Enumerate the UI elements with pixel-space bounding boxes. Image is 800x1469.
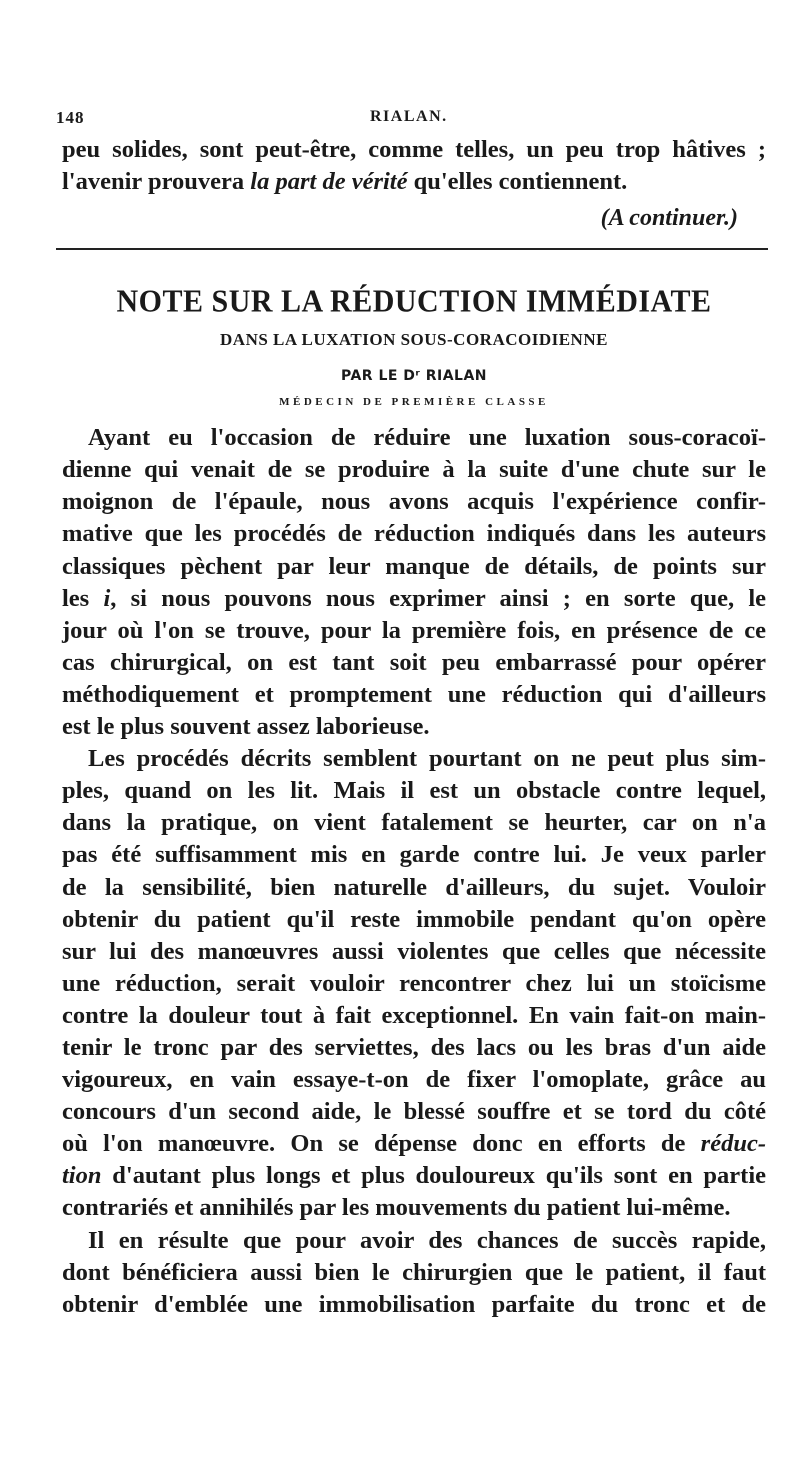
text-line: obtenir du patient qu'il reste immobile pendant qu'on opère [62,905,766,933]
text-line: pas été suffisamment mis en garde contre lui. Je veux parler [62,841,766,869]
italic-run: tion [62,1162,102,1190]
text-line: dienne qui venait de se produire à la suite d'une chute sur le [62,456,766,484]
text-line: concours d'un second aide, le blessé souffre et se tord du côté [62,1098,766,1126]
text-line: contre la douleur tout à fait exceptionnel. En vain fait-on main- [62,1001,766,1029]
text-line [62,1160,766,1192]
text-line: peu solides, sont peut-être, comme telles, un peu trop hâtives ; [62,136,766,163]
text-run: , si nous pouvons nous exprimer ainsi ; en sorte que, le [110,584,766,612]
text-line: jour où l'on se trouve, pour la première fois, en présence de ce [62,616,766,644]
text-run: l'avenir prouvera [62,168,251,196]
text-run: les [62,584,104,612]
text-line [62,166,766,198]
author-affiliation: MÉDECIN DE PREMIÈRE CLASSE [279,396,549,409]
running-head [56,108,766,134]
page [56,108,766,1321]
text-line: ples, quand on les lit. Mais il est un obstacle contre lequel, [62,777,766,805]
running-head-author: RIALAN. [370,108,448,125]
text-line: classiques pèchent par leur manque de détails, de points sur [62,552,766,580]
text-line: est le plus souvent assez laborieuse. [62,713,430,741]
page-number: 148 [56,108,85,127]
text-line: Ayant eu l'occasion de réduire une luxation sous-coracoï- [88,424,766,452]
italic-run: réduc- [700,1130,766,1158]
text-line: de la sensibilité, bien naturelle d'ailleurs, du sujet. Vouloir [62,873,766,901]
text-line [62,1128,766,1160]
article-subtitle: DANS LA LUXATION SOUS-CORACOIDIENNE [220,330,608,350]
text-line: mative que les procédés de réduction indiqués dans les auteurs [62,520,766,548]
text-line: contrariés et annihilés par les mouvements du patient lui-même. [62,1194,731,1222]
text-line: Il en résulte que pour avoir des chances de succès rapide, [88,1226,766,1254]
text-line: dont bénéficiera aussi bien le chirurgien que le patient, il faut [62,1258,766,1286]
text-line: sur lui des manœuvres aussi violentes que celles que nécessite [62,937,766,965]
section-divider [56,248,768,250]
text-line: obtenir d'emblée une immobilisation parfaite du tronc et de [62,1290,766,1318]
text-line: Les procédés décrits semblent pourtant on ne peut plus sim- [88,745,766,773]
paragraph-2 [62,743,766,1224]
previous-article-ending [62,134,766,236]
text-line: moignon de l'épaule, nous avons acquis l'expérience confir- [62,488,766,516]
text-run: d'autant plus longs et plus douloureux qu'ils sont en partie [101,1162,766,1190]
article-title: NOTE SUR LA RÉDUCTION IMMÉDIATE [116,284,712,319]
article-byline: PAR LE Dʳ RIALAN [340,368,488,385]
text-line: dans la pratique, on vient fatalement se heurter, car on n'a [62,809,766,837]
text-line: tenir le tronc par des serviettes, des lacs ou les bras d'un aide [62,1033,766,1061]
text-run: qu'elles contiennent. [407,168,628,196]
article-body [62,422,766,1321]
paragraph-1 [62,422,766,743]
text-line [62,583,766,615]
text-run: où l'on manœuvre. On se dépense donc en efforts de [62,1130,701,1158]
text-line: vigoureux, en vain essaye-t-on de fixer l'omoplate, grâce au [62,1066,766,1094]
italic-run: la part de vérité [250,168,408,196]
text-line: méthodiquement et promptement une réduction qui d'ailleurs [62,680,766,708]
paragraph-3 [62,1225,766,1321]
continue-note: (A continuer.) [600,205,738,232]
italic-run: i [103,584,111,612]
text-line: une réduction, serait vouloir rencontrer chez lui un stoïcisme [62,969,766,997]
text-line: cas chirurgical, on est tant soit peu embarrassé pour opérer [62,648,766,676]
